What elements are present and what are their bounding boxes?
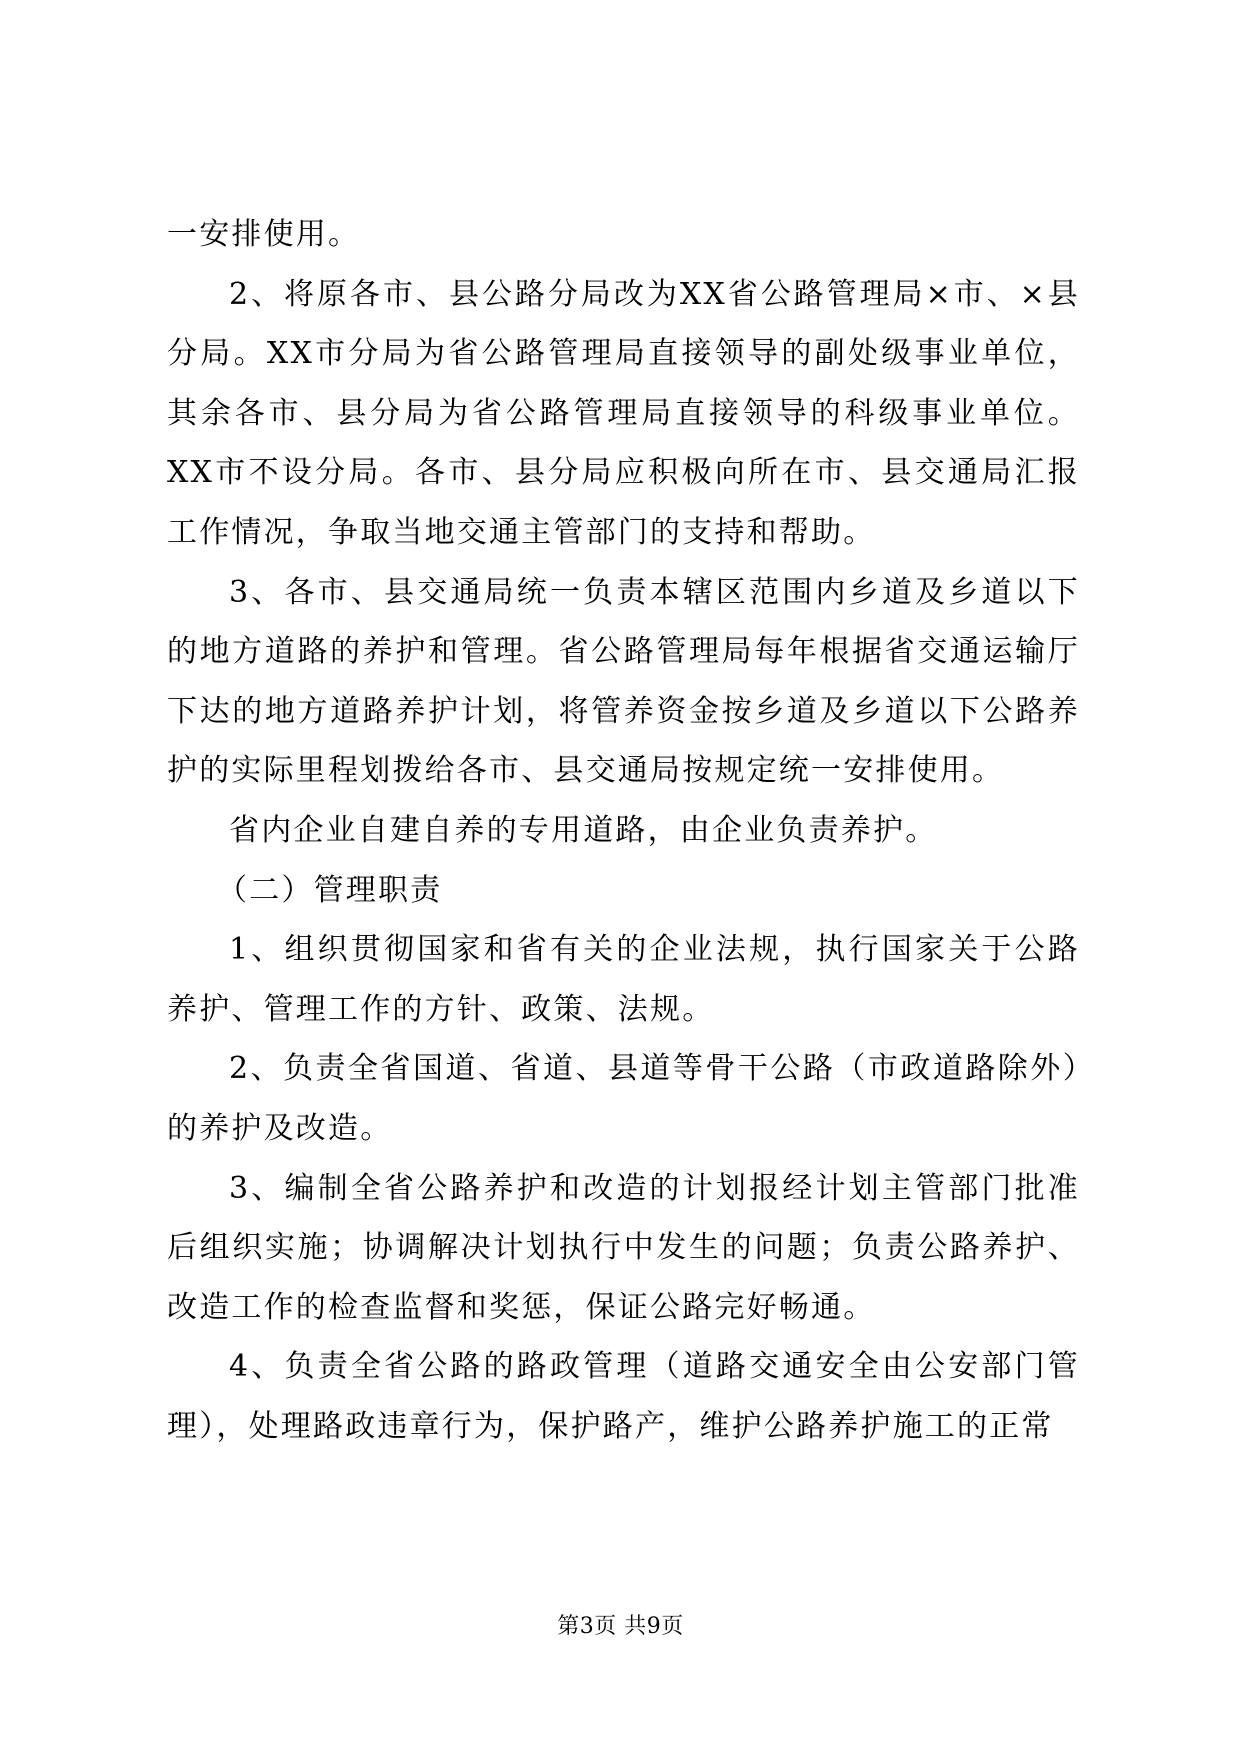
paragraph-1: 一安排使用。 (167, 217, 361, 252)
paragraph-7: 3、编制全省公路养护和改造的计划报经计划主管部门批准后组织实施；协调解决计划执行中发生的问题；负责公路养护、改造工作的检查监督和奖惩，保证公路完好畅通。 (167, 1170, 1080, 1325)
paragraph-2: 2、将原各市、县公路分局改为XX省公路管理局×市、×县分局。XX市分局为省公路管理局直接领导的副处级事业单位，其余各市、县分局为省公路管理局直接领导的科级事业单位。XX市不设分局。各市、县分局应积极向所在市、县交通局汇报工作情况，争取当地交通主管部门的支持和帮助。 (167, 276, 1080, 550)
paragraph-5: 1、组织贯彻国家和省有关的企业法规，执行国家关于公路养护、管理工作的方针、政策、法规。 (167, 932, 1080, 1027)
paragraph-6: 2、负责全省国道、省道、县道等骨干公路（市政道路除外）的养护及改造。 (167, 1051, 1080, 1146)
page-number-footer: 第3页 共9页 (557, 1614, 684, 1639)
paragraph-8: 4、负责全省公路的路政管理（道路交通安全由公安部门管理），处理路政违章行为，保护路产，维护公路养护施工的正常 (167, 1349, 1080, 1444)
section-heading: （二）管理职责 (217, 872, 443, 908)
paragraph-3: 3、各市、县交通局统一负责本辖区范围内乡道及乡道以下的地方道路的养护和管理。省公路管理局每年根据省交通运输厅下达的地方道路养护计划，将管养资金按乡道及乡道以下公路养护的实际里程划拨给各市、县交通局按规定统一安排使用。 (167, 574, 1080, 789)
paragraph-4: 省内企业自建自养的专用道路，由企业负责养护。 (229, 812, 938, 848)
document-body (167, 205, 1080, 1456)
